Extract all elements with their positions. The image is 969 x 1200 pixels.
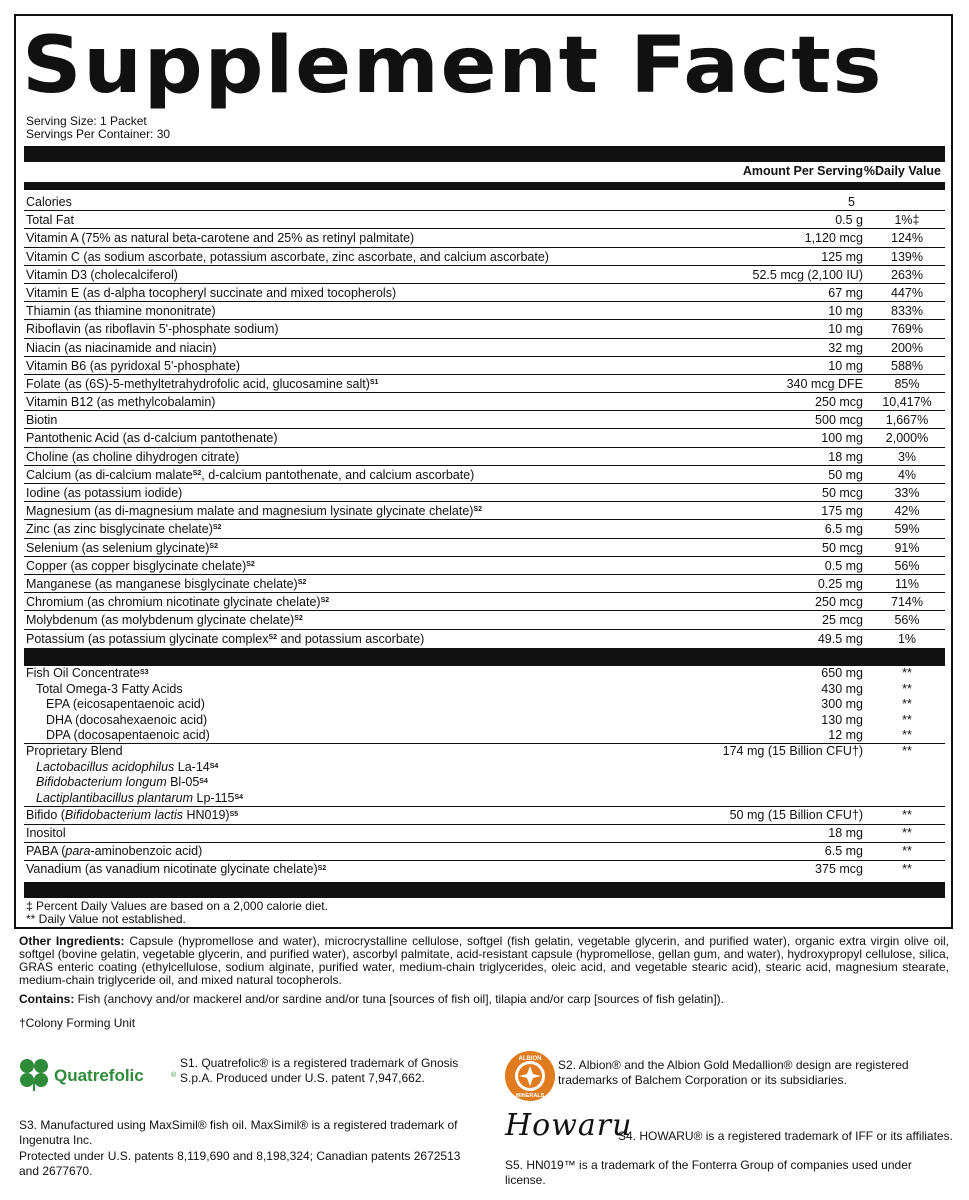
nutrient-amount: 0.5 g [835,213,863,228]
nutrient-name [26,520,221,538]
footnote-not-established: ** Daily Value not established. [26,912,186,926]
nutrient-row [24,575,945,593]
paba-row [24,843,945,861]
strain-superscript: S4 [234,793,244,801]
nutrient-row [24,211,945,229]
nutrient-name-text: Thiamin (as thiamine mononitrate) [26,304,216,319]
fatty-acid-name: Total Omega-3 Fatty Acids [36,681,183,696]
fish-oil-block [24,666,945,744]
nutrient-name [26,466,474,484]
probiotic-strain-name [36,775,208,791]
nutrient-superscript: S2 [246,560,255,568]
nutrient-dv: 85% [894,376,920,391]
servings-per-container: Servings Per Container: 30 [26,127,171,141]
thick-divider [24,882,945,898]
nutrient-amount: 50 mg [828,467,863,482]
proprietary-dv: ** [902,744,912,758]
nutrient-name [26,575,306,593]
nutrient-name [26,284,396,302]
nutrient-name-text: Vitamin A (75% as natural beta-carotene and 25% as retinyl palmitate) [26,231,415,246]
fatty-acid-amount: 430 mg [821,681,863,696]
nutrient-superscript: S1 [369,378,379,386]
nutrient-row [24,520,945,538]
nutrient-dv: 59% [894,522,920,537]
nutrient-name [26,229,414,247]
nutrient-amount: 250 mcg [815,595,863,610]
nutrient-name [26,429,278,447]
quatrefolic-registered-mark: ® [171,1072,177,1079]
nutrient-amount: 125 mg [821,249,863,264]
other-ingredients-label: Other Ingredients: [19,934,125,948]
medium-divider [24,182,945,190]
nutrient-amount: 52.5 mcg (2,100 IU) [752,267,863,282]
nutrient-name-text: Calcium (as di-calcium malate [26,467,193,482]
nutrient-dv: 1%‡ [894,213,920,228]
nutrient-superscript: S2 [268,633,278,641]
nutrient-amount: 67 mg [828,285,863,300]
inositol-row [24,825,945,843]
nutrient-dv: 4% [897,467,917,482]
nutrient-name [26,557,255,575]
nutrient-amount: 10 mg [828,304,863,319]
nutrient-name [26,393,215,411]
nutrient-dv: 10,417% [882,395,932,410]
nutrient-dv: 1% [897,631,917,646]
nutrient-dv: 714% [891,595,923,610]
fish-oil-amount: 650 mg [821,666,863,680]
nutrient-name [26,502,482,520]
nutrient-row [24,484,945,502]
nutrient-name-text: Selenium (as selenium glycinate) [26,540,210,555]
nutrient-name-text: Total Fat [26,213,74,228]
paba-post: -aminobenzoic acid) [90,844,203,858]
thick-divider [24,146,945,162]
trademark-s3a: S3. Manufactured using MaxSimil® fish oil. MaxSimil® is a registered trademark of Ingenutra Inc. [19,1118,458,1147]
nutrient-row [24,229,945,247]
nutrient-name-text: Vitamin D3 (cholecalciferol) [26,267,178,282]
strain-code: Bl-05 [166,775,200,789]
nutrient-name-text: Chromium (as chromium nicotinate glycinate chelate) [26,595,321,610]
inositol-amount: 18 mg [828,826,863,840]
nutrient-dv: 42% [894,504,920,519]
bifido-post: HN019) [183,808,230,822]
nutrient-name-text: Zinc (as zinc bisglycinate chelate) [26,522,213,537]
nutrient-name-text: Biotin [26,413,58,428]
nutrient-name [26,248,549,266]
probiotic-strain-name [36,760,218,776]
proprietary-amount: 174 mg (15 Billion CFU†) [722,744,863,758]
nutrient-row [24,266,945,284]
nutrient-amount: 49.5 mg [817,631,863,646]
trademark-s2: S2. Albion® and the Albion Gold Medallion® design are registered trademarks of Balchem Corporation or its subsidiaries. [558,1058,909,1087]
fatty-acid-row [24,728,945,744]
nutrient-dv: 769% [891,322,923,337]
nutrient-name [26,375,378,393]
strain-species: Lactiplantibacillus plantarum [36,790,194,805]
nutrient-amount: 0.25 mg [817,576,863,591]
inositol-name: Inositol [26,826,66,840]
nutrient-amount: 500 mcg [815,413,863,428]
nutrient-row [24,375,945,393]
nutrient-amount: 50 mcg [822,486,863,500]
clover-icon [18,1055,178,1095]
probiotic-strain-row [24,760,945,776]
nutrient-name-text: Iodine (as potassium iodide) [26,486,183,500]
paba-italic: para [65,844,91,858]
probiotic-strain-row [24,791,945,807]
paba-pre: PABA ( [26,844,66,858]
nutrient-amount: 50 mcg [822,540,863,555]
vanadium-row [24,861,945,879]
nutrient-dv: 56% [894,558,920,573]
nutrient-name-text: Calories [26,195,72,209]
nutrient-name-text: Vitamin E (as d-alpha tocopheryl succinate and mixed tocopherols) [26,285,397,300]
nutrient-name-text: Vitamin B12 (as methylcobalamin) [26,395,216,410]
nutrient-dv: 588% [891,358,923,373]
nutrient-name [26,630,424,648]
nutrient-name [26,611,303,629]
nutrient-name [26,484,182,502]
trademark-s5: S5. HN019™ is a trademark of the Fonterra Group of companies used under license. [505,1158,912,1187]
fish-oil-name-text: Fish Oil Concentrate [26,666,140,680]
nutrient-name-text: Vitamin C (as sodium ascorbate, potassium ascorbate, zinc ascorbate, and calcium ascorbate) [26,249,549,264]
nutrient-name [26,320,279,338]
albion-top-text: ALBION [518,1056,542,1062]
nutrient-row [24,539,945,557]
strain-superscript: S4 [199,778,208,785]
fatty-acid-name: DHA (docosahexaenoic acid) [46,712,208,727]
proprietary-name: Proprietary Blend [26,744,123,758]
nutrient-name-text: Copper (as copper bisglycinate chelate) [26,558,247,573]
nutrient-name-text: Manganese (as manganese bisglycinate chelate) [26,576,298,591]
nutrient-row [24,557,945,575]
nutrient-table [24,193,945,648]
nutrient-row [24,302,945,320]
panel-title: Supplement Facts [22,21,884,111]
nutrient-row [24,284,945,302]
nutrient-dv: 3% [897,449,917,464]
bifido-amount: 50 mg (15 Billion CFU†) [729,808,863,822]
paba-dv: ** [902,844,912,858]
fatty-acid-amount: 12 mg [828,728,863,742]
nutrient-name [26,193,72,211]
howaru-logo: Howaru [505,1108,633,1143]
nutrient-name [26,339,216,357]
nutrient-row [24,593,945,611]
nutrient-row [24,429,945,447]
nutrient-row [24,502,945,520]
contains [19,993,949,1006]
nutrient-amount: 32 mg [828,340,863,355]
nutrient-row [24,248,945,266]
strain-species: Lactobacillus acidophilus [36,759,175,774]
nutrient-name-text: Vitamin B6 (as pyridoxal 5'-phosphate) [26,358,241,373]
probiotic-strain-name [36,791,243,807]
nutrient-amount: 1,120 mcg [804,231,863,246]
vanadium-amount: 375 mcg [815,862,863,876]
vanadium-name: Vanadium (as vanadium nicotinate glycinate chelate) [26,862,318,876]
fatty-acid-name: EPA (eicosapentaenoic acid) [46,697,205,711]
nutrient-dv: 11% [894,576,920,591]
nutrient-name-text: Folate (as (6S)-5-methyltetrahydrofolic acid, glucosamine salt) [26,376,370,391]
fatty-acid-row [24,697,945,713]
fatty-acid-amount: 300 mg [821,697,863,711]
nutrient-row [24,357,945,375]
other-ingredients [19,935,949,987]
nutrient-name [26,357,240,375]
nutrient-name-tail: and potassium ascorbate) [277,631,425,646]
serving-size: Serving Size: 1 Packet [26,114,147,128]
nutrient-name-text: Riboflavin (as riboflavin 5'-phosphate sodium) [26,322,279,337]
footnote-dv: ‡ Percent Daily Values are based on a 2,000 calorie diet. [26,899,328,913]
fatty-acid-dv: ** [902,712,912,727]
nutrient-dv: 263% [891,267,923,282]
albion-medallion-icon [504,1050,556,1102]
bifido-row [24,807,945,825]
cfu-note: †Colony Forming Unit [19,1016,136,1030]
nutrient-superscript: S2 [209,542,218,550]
contains-text: Fish (anchovy and/or mackerel and/or sardine and/or tuna [sources of fish oil], tilapia and/or carp [sources of fish gelatin]). [74,992,725,1006]
nutrient-amount: 25 mcg [822,613,863,628]
fatty-acid-dv: ** [902,697,912,711]
nutrient-name-text: Choline (as choline dihydrogen citrate) [26,449,240,464]
trademark-s1: S1. Quatrefolic® is a registered trademark of Gnosis S.p.A. Produced under U.S. patent 7,947,662. [180,1056,459,1085]
fatty-acid-dv: ** [902,681,912,696]
nutrient-dv: 2,000% [885,431,929,446]
nutrient-dv: 91% [894,540,920,555]
nutrient-name-tail: , d-calcium pantothenate, and calcium ascorbate) [201,467,475,482]
nutrient-row [24,339,945,357]
nutrient-amount: 0.5 mg [824,558,863,573]
nutrient-row [24,611,945,629]
paba-amount: 6.5 mg [824,844,863,858]
nutrient-amount: 5 [848,195,855,209]
quatrefolic-wordmark: Quatrefolic [54,1066,144,1085]
supplement-facts-panel [14,14,953,929]
fish-oil-name [26,666,149,682]
bifido-sup: S5 [229,811,239,818]
nutrient-name [26,266,178,284]
fatty-acid-name: DPA (docosapentaenoic acid) [46,728,210,742]
bifido-pre: Bifido ( [26,808,65,822]
other-ingredients-table [24,666,945,879]
nutrient-row [24,193,945,211]
nutrient-superscript: S2 [294,615,303,623]
nutrient-name-text: Niacin (as niacinamide and niacin) [26,340,217,355]
fish-oil-superscript: S3 [139,669,149,676]
nutrient-dv: 124% [891,231,923,246]
nutrient-dv: 833% [891,304,923,319]
vanadium-dv: ** [902,862,912,876]
trademark-s3b: Protected under U.S. patents 8,119,690 and 8,198,324; Canadian patents 2672513 and 2677670. [19,1149,461,1178]
nutrient-dv: 33% [894,486,920,500]
inositol-dv: ** [902,826,912,840]
nutrient-dv: 447% [891,285,923,300]
nutrient-row [24,630,945,648]
quatrefolic-logo [18,1055,178,1095]
nutrient-amount: 175 mg [821,504,863,519]
nutrient-name-text: Potassium (as potassium glycinate complex [26,631,269,646]
nutrient-row [24,466,945,484]
nutrient-amount: 100 mg [821,431,863,446]
nutrient-name [26,448,239,466]
contains-label: Contains: [19,992,75,1006]
nutrient-amount: 340 mcg DFE [786,376,863,391]
vanadium-sup: S2 [317,865,327,872]
nutrient-name [26,593,329,611]
nutrient-row [24,393,945,411]
nutrient-dv: 139% [891,249,923,264]
nutrient-superscript: S2 [297,578,307,586]
nutrient-name [26,539,218,557]
nutrient-dv: 56% [894,613,920,628]
fatty-acid-dv: ** [902,728,912,742]
amount-header: Amount Per Serving [742,164,863,178]
nutrient-dv: 1,667% [885,413,929,428]
thick-divider [24,648,945,666]
albion-bottom-text: MINERALS [515,1093,545,1099]
nutrient-row [24,320,945,338]
nutrient-amount: 6.5 mg [824,522,863,537]
dv-header: %Daily Value [863,164,941,178]
strain-superscript: S4 [209,762,219,770]
nutrient-superscript: S2 [212,524,222,532]
fatty-acid-amount: 130 mg [821,712,863,727]
fatty-acid-row [24,682,945,698]
bifido-italic: Bifidobacterium lactis [64,808,184,822]
nutrient-amount: 10 mg [828,322,863,337]
fatty-acid-row [24,713,945,729]
albion-logo [504,1050,556,1102]
nutrient-amount: 250 mcg [815,395,863,410]
column-header [24,162,945,182]
nutrient-name [26,211,74,229]
nutrient-row [24,411,945,429]
nutrient-name-text: Pantothenic Acid (as d-calcium pantothenate) [26,431,278,446]
probiotic-strain-row [24,775,945,791]
nutrient-name-text: Molybdenum (as molybdenum glycinate chelate) [26,613,295,628]
strain-code: La-14 [174,759,210,774]
fish-oil-dv: ** [902,666,912,680]
nutrient-amount: 10 mg [828,358,863,373]
nutrient-superscript: S2 [320,597,330,605]
strain-species: Bifidobacterium longum [36,775,167,789]
trademark-s4: S4. HOWARU® is a registered trademark of IFF or its affiliates. [618,1129,953,1143]
bifido-dv: ** [902,808,912,822]
nutrient-superscript: S2 [192,469,202,477]
nutrient-name [26,411,57,429]
nutrient-superscript: S2 [473,506,482,514]
nutrient-name-text: Magnesium (as di-magnesium malate and magnesium lysinate glycinate chelate) [26,504,474,519]
nutrient-dv: 200% [891,340,923,355]
strain-code: Lp-115 [193,790,235,805]
nutrient-row [24,448,945,466]
other-ingredients-text: Capsule (hypromellose and water), microcrystalline cellulose, softgel (fish gelatin, vegetable glycerin, and purified water), organic extra virgin olive oil, softgel (bovine gelatin, vegetable glycerin, and purified water), ascorbyl palmitate, acid-resistant capsule (hypromellose, gellan gum, and water), hydroxypropyl cellulose, silica, GRAS enteric coating (ethylcellulose, sodium alginate, purified water, medium-chain triglycerides, oleic acid, and vegetable stearic acid), stearic acid, magnesium stearate, medium-chain triglyceride oil, and mixed natural tocopherols. [19,934,949,987]
nutrient-amount: 18 mg [828,449,863,464]
nutrient-name [26,302,216,320]
proprietary-blend-block [24,744,945,807]
